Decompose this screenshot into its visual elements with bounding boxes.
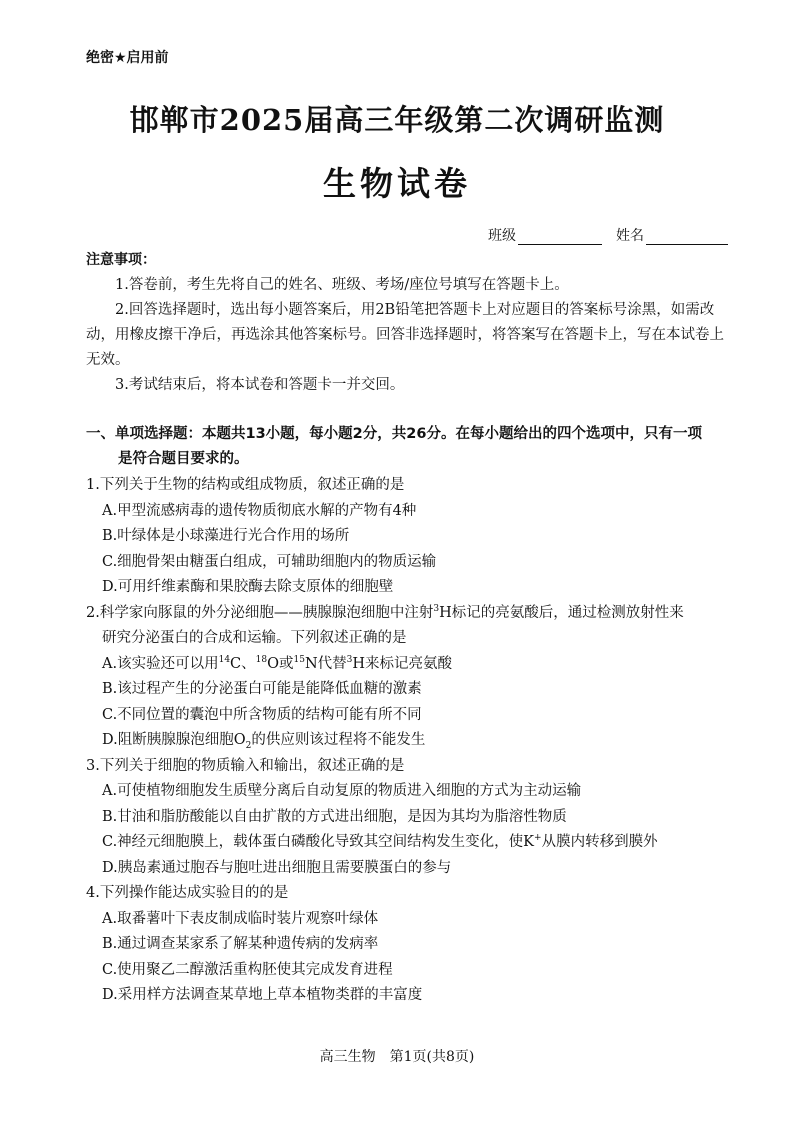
isotope-superscript: 18 bbox=[255, 654, 268, 665]
option-c: C.不同位置的囊泡中所含物质的结构可能有所不同 bbox=[102, 706, 422, 723]
option-a: A.可使植物细胞发生质壁分离后自动复原的物质进入细胞的方式为主动运输 bbox=[102, 783, 582, 799]
option-b: B.甘油和脂肪酸能以自由扩散的方式进出细胞，是因为其均为脂溶性物质 bbox=[102, 808, 567, 825]
question-stem: 1.下列关于生物的结构或组成物质，叙述正确的是 bbox=[86, 477, 405, 493]
question-stem bbox=[86, 601, 746, 627]
option-c: C.使用聚乙二醇激活重构胚使其完成发育进程 bbox=[102, 961, 393, 978]
option-text: O或 bbox=[267, 655, 294, 672]
option-d bbox=[86, 728, 746, 754]
questions bbox=[86, 473, 746, 1009]
question-stem-continued: 研究分泌蛋白的合成和运输。下列叙述正确的是 bbox=[102, 630, 407, 646]
section-line-2: 是符合题目要求的。 bbox=[118, 451, 249, 467]
question-stem: 3.下列关于细胞的物质输入和输出，叙述正确的是 bbox=[86, 757, 405, 774]
section-line-1: 一、单项选择题：本题共13小题，每小题2分，共26分。在每小题给出的四个选项中，只有一项 bbox=[86, 426, 702, 442]
question-2 bbox=[86, 601, 746, 754]
option-d: D.采用样方法调查某草地上草本植物类群的丰富度 bbox=[102, 987, 423, 1003]
notice-block bbox=[86, 248, 740, 398]
section-header bbox=[86, 422, 746, 472]
option-c: C.细胞骨架由糖蛋白组成，可辅助细胞内的物质运输 bbox=[102, 553, 437, 570]
option-b: B.叶绿体是小球藻进行光合作用的场所 bbox=[102, 528, 350, 544]
name-label: 姓名 bbox=[616, 228, 644, 244]
option-text: D.阻断胰腺腺泡细胞O bbox=[102, 732, 246, 748]
option-text: N代替 bbox=[304, 655, 347, 672]
option-d: D.胰岛素通过胞吞与胞吐进出细胞且需要膜蛋白的参与 bbox=[102, 859, 452, 876]
class-label: 班级 bbox=[488, 228, 516, 244]
notice-item-3: 3.考试结束后，将本试卷和答题卡一并交回。 bbox=[115, 377, 405, 393]
question-stem: 4.下列操作能达成实验目的的是 bbox=[86, 885, 289, 901]
question-1 bbox=[86, 473, 746, 601]
option-text: 从膜内转移到膜外 bbox=[541, 834, 658, 850]
page-footer: 高三生物 第1页(共8页) bbox=[319, 1049, 475, 1065]
notice-title: 注意事项： bbox=[86, 252, 156, 268]
option-a: A.取番薯叶下表皮制成临时装片观察叶绿体 bbox=[102, 910, 379, 927]
formula-subscript: 2 bbox=[245, 740, 252, 751]
option-b: B.通过调查某家系了解某种遗传病的发病率 bbox=[102, 936, 379, 952]
notice-item-1: 1.答卷前，考生先将自己的姓名、班级、考场/座位号填写在答题卡上。 bbox=[115, 277, 569, 293]
option-a bbox=[86, 652, 746, 678]
option-text: C.神经元细胞膜上，载体蛋白磷酸化导致其空间结构发生变化，使K bbox=[102, 834, 535, 850]
notice-item-2: 2.回答选择题时，选出每小题答案后，用2B铅笔把答题卡上对应题目的答案标号涂黑，如需改动，用橡皮擦干净后，再选涂其他答案标号。回答非选择题时，将答案写在答题卡上，写在本试卷上无效。 bbox=[86, 302, 724, 368]
name-field bbox=[616, 225, 728, 245]
class-field bbox=[488, 225, 602, 245]
exam-title: 邯郸市2025届高三年级第二次调研监测 bbox=[129, 103, 665, 137]
isotope-superscript: 3 bbox=[433, 603, 440, 614]
option-b: B.该过程产生的分泌蛋白可能是能降低血糖的激素 bbox=[102, 681, 422, 697]
option-text: 的供应则该过程将不能发生 bbox=[251, 732, 426, 748]
ion-superscript: + bbox=[534, 833, 542, 844]
option-text: C、 bbox=[230, 655, 256, 672]
option-text: A.该实验还可以用 bbox=[102, 655, 219, 672]
stem-text: H标记的亮氨酸后，通过检测放射性来 bbox=[439, 604, 684, 621]
stem-text: 2.科学家向豚鼠的外分泌细胞——胰腺腺泡细胞中注射 bbox=[86, 604, 434, 621]
class-blank bbox=[518, 228, 602, 245]
name-blank bbox=[646, 228, 728, 245]
option-c bbox=[86, 830, 746, 856]
isotope-superscript: 15 bbox=[293, 654, 305, 665]
isotope-superscript: 14 bbox=[218, 654, 231, 665]
option-text: H来标记亮氨酸 bbox=[352, 655, 453, 672]
option-a: A.甲型流感病毒的遗传物质彻底水解的产物有4种 bbox=[102, 502, 417, 519]
question-3 bbox=[86, 754, 746, 882]
question-4 bbox=[86, 881, 746, 1009]
isotope-superscript: 3 bbox=[346, 654, 353, 665]
exam-subject-title: 生物试卷 bbox=[323, 164, 471, 203]
option-d: D.可用纤维素酶和果胶酶去除支原体的细胞壁 bbox=[102, 579, 394, 595]
student-info-fields bbox=[488, 225, 728, 245]
confidential-label: 绝密★启用前 bbox=[86, 50, 169, 66]
